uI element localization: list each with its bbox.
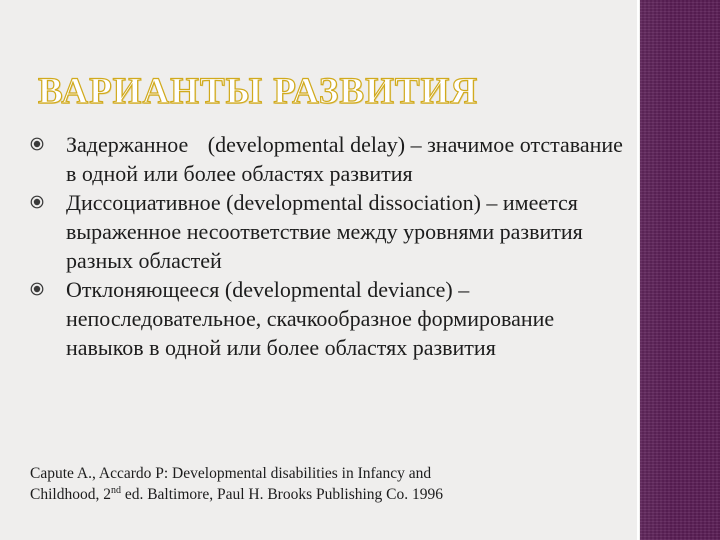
bullet-english-term: (developmental deviance) — [224, 277, 453, 302]
bullet-english-term: (developmental dissociation) — [226, 190, 481, 215]
reference-line-1: Capute A., Accardo P: Developmental disabilities in Infancy and — [30, 465, 432, 482]
circled-dot-icon — [30, 282, 44, 296]
circled-dot-icon — [30, 195, 44, 209]
bullet-item-deviance — [30, 275, 630, 362]
bullet-description: – имеется выраженное несоответствие между уровнями развития разных областей — [66, 190, 583, 273]
bullet-description: – значимое отставание в одной или более областях развития — [66, 132, 623, 186]
bullet-lead-term: Отклоняющееся — [66, 277, 220, 302]
circled-dot-icon — [30, 137, 44, 151]
slide-title: ВАРИАНТЫ РАЗВИТИЯ — [38, 71, 479, 112]
reference-superscript: nd — [110, 484, 121, 496]
bullet-list — [30, 130, 630, 362]
bullet-description: – непоследовательное, скачкообразное формирование навыков в одной или более областях развития — [66, 277, 555, 360]
bullet-lead-term: Задержанное — [66, 132, 189, 157]
decorative-side-panel — [640, 0, 720, 540]
reference-line-2-end: ed. Baltimore, Paul H. Brooks Publishing Co. 1996 — [120, 486, 444, 503]
bullet-english-term: (developmental delay) — [207, 132, 406, 157]
bullet-item-delay — [30, 130, 630, 188]
bullet-item-dissociation — [30, 188, 630, 275]
reference-line-2-start: Childhood, 2 — [30, 486, 111, 503]
side-panel-divider — [637, 0, 639, 540]
bullet-lead-term: Диссоциативное — [66, 190, 221, 215]
reference-citation — [30, 463, 630, 505]
